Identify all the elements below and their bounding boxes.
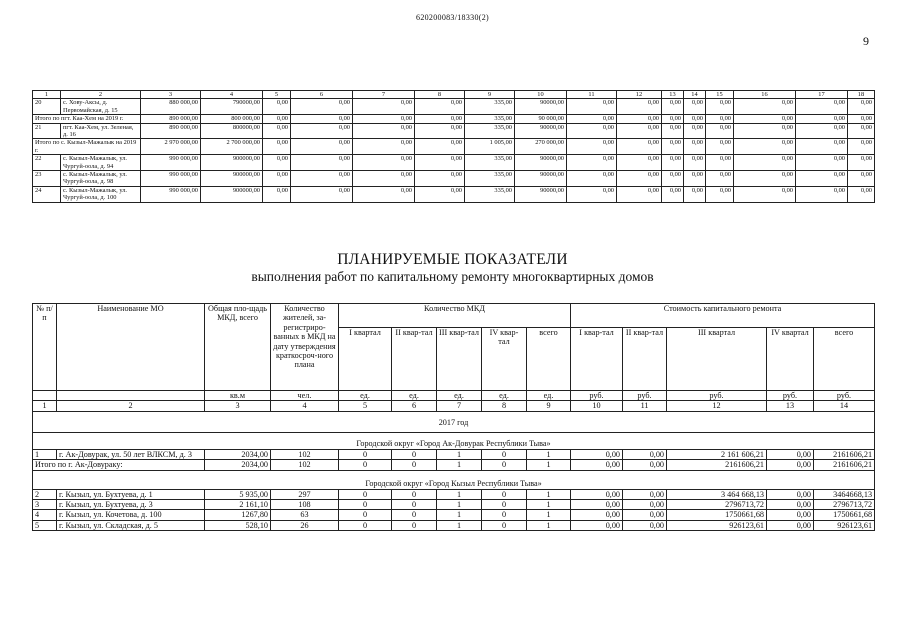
units-row — [33, 391, 875, 401]
table-cell: 990 000,00 — [141, 186, 201, 202]
table-cell: 0,00 — [567, 139, 617, 155]
table-cell: 1 — [33, 449, 57, 459]
table-cell: 7 — [437, 401, 482, 411]
section-row — [33, 432, 875, 449]
table-cell: 0,00 — [848, 186, 875, 202]
table-cell: 4 — [201, 91, 263, 99]
table-cell: 0,00 — [662, 171, 684, 187]
table-cell: руб. — [571, 391, 623, 401]
table-cell: 14 — [814, 401, 875, 411]
table-cell: 0,00 — [796, 139, 848, 155]
table-cell: 0,00 — [662, 115, 684, 123]
table-cell: 0 — [482, 489, 527, 499]
table-cell: г. Кызыл, ул. Кочетова, д. 100 — [57, 510, 205, 520]
table-cell: 8 — [482, 401, 527, 411]
table-cell: 0 — [392, 449, 437, 459]
table-cell: 17 — [796, 91, 848, 99]
table-cell: 0 — [339, 449, 392, 459]
table-cell: 90000,00 — [515, 155, 567, 171]
table-cell: 0,00 — [684, 123, 706, 139]
header-area: Общая пло-щадь МКД, всего — [205, 304, 271, 391]
table-cell: 0,00 — [263, 171, 291, 187]
table-row — [33, 520, 875, 530]
table-cell: 13 — [662, 91, 684, 99]
table-cell: 20 — [33, 99, 61, 115]
table-cell: 11 — [567, 91, 617, 99]
table-cell: 890 000,00 — [141, 115, 201, 123]
table-cell: 2 161 606,21 — [667, 449, 767, 459]
table-cell: 2 970 000,00 — [141, 139, 201, 155]
table-cell: 0,00 — [848, 139, 875, 155]
table-cell: 0,00 — [767, 510, 814, 520]
table-cell: 0,00 — [567, 99, 617, 115]
table-cell: 0,00 — [662, 186, 684, 202]
table-cell: 18 — [848, 91, 875, 99]
table-cell: 0,00 — [617, 99, 662, 115]
table-cell: 10 — [571, 401, 623, 411]
table-cell: ед. — [339, 391, 392, 401]
table-cell: 0,00 — [263, 115, 291, 123]
table-cell: 0,00 — [415, 186, 465, 202]
table-cell: 90000,00 — [515, 186, 567, 202]
table-row — [33, 155, 875, 171]
table-cell: кв.м — [205, 391, 271, 401]
table-cell: 0 — [339, 489, 392, 499]
table-cell: 0,00 — [617, 186, 662, 202]
table-cell: 2 161,10 — [205, 500, 271, 510]
table-cell: 0,00 — [571, 510, 623, 520]
table-cell: 0,00 — [263, 155, 291, 171]
table-cell: 335,00 — [465, 171, 515, 187]
table-cell: 0,00 — [617, 139, 662, 155]
table-cell: 5 935,00 — [205, 489, 271, 499]
table-cell: ед. — [437, 391, 482, 401]
table-cell: 0,00 — [353, 171, 415, 187]
table-cell: 990 000,00 — [141, 171, 201, 187]
table-cell: 12 — [667, 401, 767, 411]
table-cell: 880 000,00 — [141, 99, 201, 115]
table-cell: 0,00 — [848, 123, 875, 139]
table-cell: 1 — [527, 449, 571, 459]
table-cell: 5 — [339, 401, 392, 411]
header-no: № п/п — [33, 304, 57, 391]
table-cell: 3 — [205, 401, 271, 411]
table-cell: 0,00 — [623, 500, 667, 510]
table-cell: 0 — [482, 520, 527, 530]
table-cell: 0,00 — [571, 489, 623, 499]
table-cell: 90000,00 — [515, 123, 567, 139]
table-cell: 0,00 — [767, 489, 814, 499]
table-cell: 2796713,72 — [667, 500, 767, 510]
table-cell: 0,00 — [767, 460, 814, 470]
table-cell: 0,00 — [706, 139, 734, 155]
table-cell: 0,00 — [291, 171, 353, 187]
table-cell: 0,00 — [263, 99, 291, 115]
heading-title: ПЛАНИРУЕМЫЕ ПОКАЗАТЕЛИ — [337, 251, 568, 268]
table-cell: 11 — [623, 401, 667, 411]
table-cell: 1 — [33, 91, 61, 99]
table-cell: 22 — [33, 155, 61, 171]
table-cell: 800000,00 — [201, 123, 263, 139]
table-cell: 1 — [527, 510, 571, 520]
table-cell: 26 — [271, 520, 339, 530]
table-cell: 0,00 — [706, 123, 734, 139]
total-row — [33, 460, 875, 470]
table-cell: 2796713,72 — [814, 500, 875, 510]
table-cell: всего — [527, 328, 571, 391]
table-cell: 890 000,00 — [141, 123, 201, 139]
table-cell: 2 — [61, 91, 141, 99]
table-cell: 0,00 — [623, 449, 667, 459]
table-cell: 0,00 — [571, 500, 623, 510]
table-cell: 1 — [437, 449, 482, 459]
table-cell: 2 700 000,00 — [201, 139, 263, 155]
header-cost-group: Стоимость капитального ремонта — [571, 304, 875, 328]
table-cell: 0,00 — [796, 171, 848, 187]
table-cell: 0,00 — [623, 489, 667, 499]
table-row — [33, 186, 875, 202]
table-cell: 3 — [141, 91, 201, 99]
table-cell: 3464668,13 — [814, 489, 875, 499]
table-cell: III квартал — [667, 328, 767, 391]
table-cell: Итого по с. Кызыл-Мажалык на 2019 г. — [33, 139, 141, 155]
table-cell: 270 000,00 — [515, 139, 567, 155]
table-row — [33, 99, 875, 115]
table-cell: 0,00 — [623, 460, 667, 470]
table-cell: 0,00 — [706, 155, 734, 171]
table-cell: 900000,00 — [201, 171, 263, 187]
table-cell: г. Кызыл, ул. Бухтуева, д. 1 — [57, 489, 205, 499]
table-cell: 0,00 — [796, 123, 848, 139]
table-cell: 4 — [33, 510, 57, 520]
table-cell: 12 — [617, 91, 662, 99]
table-cell: 0,00 — [767, 520, 814, 530]
table-cell: 0,00 — [662, 139, 684, 155]
year-row — [33, 411, 875, 432]
table-cell: III квар-тал — [437, 328, 482, 391]
table-cell: 2 — [33, 489, 57, 499]
table-cell: 0,00 — [734, 186, 796, 202]
table-cell: 13 — [767, 401, 814, 411]
column-number-row — [33, 401, 875, 411]
table-cell: руб. — [767, 391, 814, 401]
table-cell: IV квартал — [767, 328, 814, 391]
table-cell: 2034,00 — [205, 449, 271, 459]
table-cell: 1 — [437, 489, 482, 499]
table-cell: 0,00 — [734, 99, 796, 115]
table-cell: 0,00 — [706, 115, 734, 123]
table-row — [33, 489, 875, 499]
table-cell: Итого по пгт. Каа-Хем на 2019 г. — [33, 115, 141, 123]
table-cell: 0 — [482, 510, 527, 520]
table-cell: 0,00 — [706, 99, 734, 115]
table-cell: 1 — [527, 460, 571, 470]
table-cell: 108 — [271, 500, 339, 510]
table-cell: 335,00 — [465, 155, 515, 171]
table-cell: 0,00 — [848, 171, 875, 187]
table-row — [33, 500, 875, 510]
table-cell: I квар-тал — [571, 328, 623, 391]
table-cell: 23 — [33, 171, 61, 187]
table-cell: пгт. Каа-Хем, ул. Зеленая, д. 16 — [61, 123, 141, 139]
table-cell: 14 — [684, 91, 706, 99]
table-cell: 4 — [271, 401, 339, 411]
table-cell: 15 — [706, 91, 734, 99]
table-cell: 0,00 — [415, 171, 465, 187]
table-cell: 0,00 — [706, 186, 734, 202]
table-cell: всего — [814, 328, 875, 391]
table-cell: 0,00 — [767, 449, 814, 459]
total-row — [33, 115, 875, 123]
table-cell: 5 — [263, 91, 291, 99]
heading-subtitle: выполнения работ по капитальному ремонту многоквартирных домов — [251, 269, 654, 284]
table-cell: 0,00 — [734, 139, 796, 155]
table-cell: 1 — [527, 500, 571, 510]
table-cell: 1 — [437, 500, 482, 510]
continuation-table — [32, 90, 875, 203]
table-cell: 335,00 — [465, 123, 515, 139]
table-cell: ед. — [392, 391, 437, 401]
table-cell: 0,00 — [571, 520, 623, 530]
table-cell: 900000,00 — [201, 186, 263, 202]
document-id: 620200083/18330(2) — [416, 13, 489, 22]
table-cell: 1750661,68 — [667, 510, 767, 520]
table-cell: 0,00 — [734, 123, 796, 139]
table-cell: 0,00 — [617, 155, 662, 171]
table-cell: с. Кызыл-Мажалык, ул. Чургуй-оола, д. 98 — [61, 171, 141, 187]
table-cell: 0,00 — [734, 155, 796, 171]
table-cell: II квар-тал — [392, 328, 437, 391]
table-cell: I квартал — [339, 328, 392, 391]
table-cell — [57, 391, 205, 401]
table-cell: 0,00 — [567, 171, 617, 187]
table-cell: 6 — [291, 91, 353, 99]
table-cell: 0,00 — [353, 155, 415, 171]
table-cell: 90000,00 — [515, 99, 567, 115]
year-label: 2017 год — [33, 411, 875, 432]
table-cell: 0,00 — [415, 155, 465, 171]
table-cell: 0,00 — [684, 155, 706, 171]
table-cell: 0,00 — [796, 115, 848, 123]
table-cell: 0,00 — [567, 155, 617, 171]
table-cell: 926123,61 — [814, 520, 875, 530]
table-cell: 0,00 — [415, 139, 465, 155]
table-cell: 0,00 — [734, 171, 796, 187]
table-cell: 800 000,00 — [201, 115, 263, 123]
table-cell: 0,00 — [767, 500, 814, 510]
table-cell: 0,00 — [415, 115, 465, 123]
total-row — [33, 139, 875, 155]
table-cell: 926123,61 — [667, 520, 767, 530]
table-cell: 0 — [482, 449, 527, 459]
table-cell: 24 — [33, 186, 61, 202]
table-cell: 7 — [353, 91, 415, 99]
table-cell: 0,00 — [662, 123, 684, 139]
table-cell: Итого по г. Ак-Довураку: — [33, 460, 205, 470]
table-cell: 2034,00 — [205, 460, 271, 470]
table-cell: 6 — [392, 401, 437, 411]
table-cell: 0,00 — [734, 115, 796, 123]
table-cell: 0 — [339, 510, 392, 520]
table-cell: 0,00 — [623, 520, 667, 530]
table-cell: 0,00 — [796, 186, 848, 202]
table-cell: 0,00 — [571, 449, 623, 459]
table-cell: 0,00 — [617, 123, 662, 139]
table-cell: 102 — [271, 449, 339, 459]
table-cell: 0,00 — [848, 115, 875, 123]
table-cell: 0,00 — [353, 99, 415, 115]
section-kyzyl: Городской округ «Город Кызыл Республики Тыва» — [33, 470, 875, 489]
table-cell: 0,00 — [617, 115, 662, 123]
table-cell: 0,00 — [617, 171, 662, 187]
table-cell: 0,00 — [623, 510, 667, 520]
table-cell: 0,00 — [571, 460, 623, 470]
table-cell: 0 — [392, 489, 437, 499]
table-cell: 0,00 — [662, 99, 684, 115]
table-cell: 0,00 — [415, 99, 465, 115]
table-cell: 0,00 — [291, 115, 353, 123]
table-cell: 2 — [57, 401, 205, 411]
table-cell: 0,00 — [291, 99, 353, 115]
table-cell: 0 — [392, 510, 437, 520]
table-cell: 990 000,00 — [141, 155, 201, 171]
table-cell: 0,00 — [567, 123, 617, 139]
section-ak-dovurak: Городской округ «Город Ак-Довурак Республики Тыва» — [33, 432, 875, 449]
table-cell: 9 — [465, 91, 515, 99]
table-cell: 90000,00 — [515, 171, 567, 187]
table-cell: 0,00 — [291, 155, 353, 171]
table-cell: ед. — [482, 391, 527, 401]
table-cell: II квар-тал — [623, 328, 667, 391]
table-cell: руб. — [814, 391, 875, 401]
table-cell: 335,00 — [465, 186, 515, 202]
table-cell: 0,00 — [662, 155, 684, 171]
table-cell: 0 — [392, 500, 437, 510]
table-cell: 0,00 — [263, 139, 291, 155]
table-cell: 3 — [33, 500, 57, 510]
table-cell: 1 — [437, 510, 482, 520]
table-cell: 1 — [33, 401, 57, 411]
header-residents: Количество жителей, за-регистриро-ванных в МКД на дату утверждения краткосроч-ного плана — [271, 304, 339, 391]
table-cell: 0,00 — [291, 139, 353, 155]
table-cell: 2161606,21 — [814, 460, 875, 470]
table-cell: 0 — [392, 520, 437, 530]
table-cell: 8 — [415, 91, 465, 99]
table-cell: 1 — [527, 489, 571, 499]
table-cell: 335,00 — [465, 115, 515, 123]
section-row — [33, 470, 875, 489]
table-cell: 0,00 — [848, 155, 875, 171]
table-cell: 1 005,00 — [465, 139, 515, 155]
table-cell: 0,00 — [353, 115, 415, 123]
table-cell: 0,00 — [353, 139, 415, 155]
header-row — [33, 304, 875, 328]
table-cell: 0 — [339, 500, 392, 510]
table-cell: 0 — [482, 460, 527, 470]
table-row — [33, 449, 875, 459]
table-cell: 0,00 — [796, 99, 848, 115]
table-cell: 0,00 — [684, 186, 706, 202]
table-cell: ед. — [527, 391, 571, 401]
table-cell: 0,00 — [848, 99, 875, 115]
table-cell: 63 — [271, 510, 339, 520]
table-cell: 0,00 — [706, 171, 734, 187]
table-cell: 0,00 — [796, 155, 848, 171]
table-cell: IV квар-тал — [482, 328, 527, 391]
table-cell: г. Кызыл, ул. Складская, д. 5 — [57, 520, 205, 530]
table-cell: 0,00 — [353, 123, 415, 139]
planned-indicators-table — [32, 303, 875, 531]
page-number: 9 — [863, 34, 869, 48]
table-cell: 1 — [437, 520, 482, 530]
table-cell: 1750661,68 — [814, 510, 875, 520]
table-cell: г. Ак-Довурак, ул. 50 лет ВЛКСМ, д. 3 — [57, 449, 205, 459]
table-cell: 90 000,00 — [515, 115, 567, 123]
table-cell: 0,00 — [684, 115, 706, 123]
table-cell: 0 — [392, 460, 437, 470]
table-row — [33, 510, 875, 520]
table-cell — [33, 391, 57, 401]
table-cell: 2161606,21 — [814, 449, 875, 459]
table-cell: 21 — [33, 123, 61, 139]
table-cell: руб. — [667, 391, 767, 401]
table-cell: 0,00 — [684, 139, 706, 155]
table-cell: с. Кызыл-Мажалык, ул. Чургуй-оола, д. 94 — [61, 155, 141, 171]
table-cell: 335,00 — [465, 99, 515, 115]
table-cell: 5 — [33, 520, 57, 530]
table-cell: 900000,00 — [201, 155, 263, 171]
table-cell: 0,00 — [567, 186, 617, 202]
table-cell: 528,10 — [205, 520, 271, 530]
table-cell: 0,00 — [353, 186, 415, 202]
table-cell: 0 — [339, 520, 392, 530]
table-cell: 0,00 — [263, 186, 291, 202]
table-cell: 1267,80 — [205, 510, 271, 520]
table-cell: г. Кызыл, ул. Бухтуева, д. 3 — [57, 500, 205, 510]
table-cell: с. Кызыл-Мажалык, ул. Чургуй-оола, д. 100 — [61, 186, 141, 202]
table-cell: 16 — [734, 91, 796, 99]
table-cell: 1 — [527, 520, 571, 530]
header-name: Наименование МО — [57, 304, 205, 391]
header-count-group: Количество МКД — [339, 304, 571, 328]
table-cell: руб. — [623, 391, 667, 401]
table-cell: 9 — [527, 401, 571, 411]
table-cell: чел. — [271, 391, 339, 401]
table-row — [33, 123, 875, 139]
table-cell: 10 — [515, 91, 567, 99]
table-cell: 0,00 — [291, 123, 353, 139]
table-cell: 297 — [271, 489, 339, 499]
table-cell: 0,00 — [415, 123, 465, 139]
table-cell: 0,00 — [567, 115, 617, 123]
table-cell: 0 — [339, 460, 392, 470]
table-cell: 790000,00 — [201, 99, 263, 115]
table-cell: 102 — [271, 460, 339, 470]
table-cell: 0,00 — [684, 171, 706, 187]
table-cell: 2161606,21 — [667, 460, 767, 470]
table-cell: 0 — [482, 500, 527, 510]
table-cell: 3 464 668,13 — [667, 489, 767, 499]
column-number-row — [33, 91, 875, 99]
table-cell: 1 — [437, 460, 482, 470]
table-cell: 0,00 — [291, 186, 353, 202]
table-cell: 0,00 — [263, 123, 291, 139]
table-cell: с. Хову-Аксы, д. Первомайская, д. 15 — [61, 99, 141, 115]
table-row — [33, 171, 875, 187]
table-cell: 0,00 — [684, 99, 706, 115]
